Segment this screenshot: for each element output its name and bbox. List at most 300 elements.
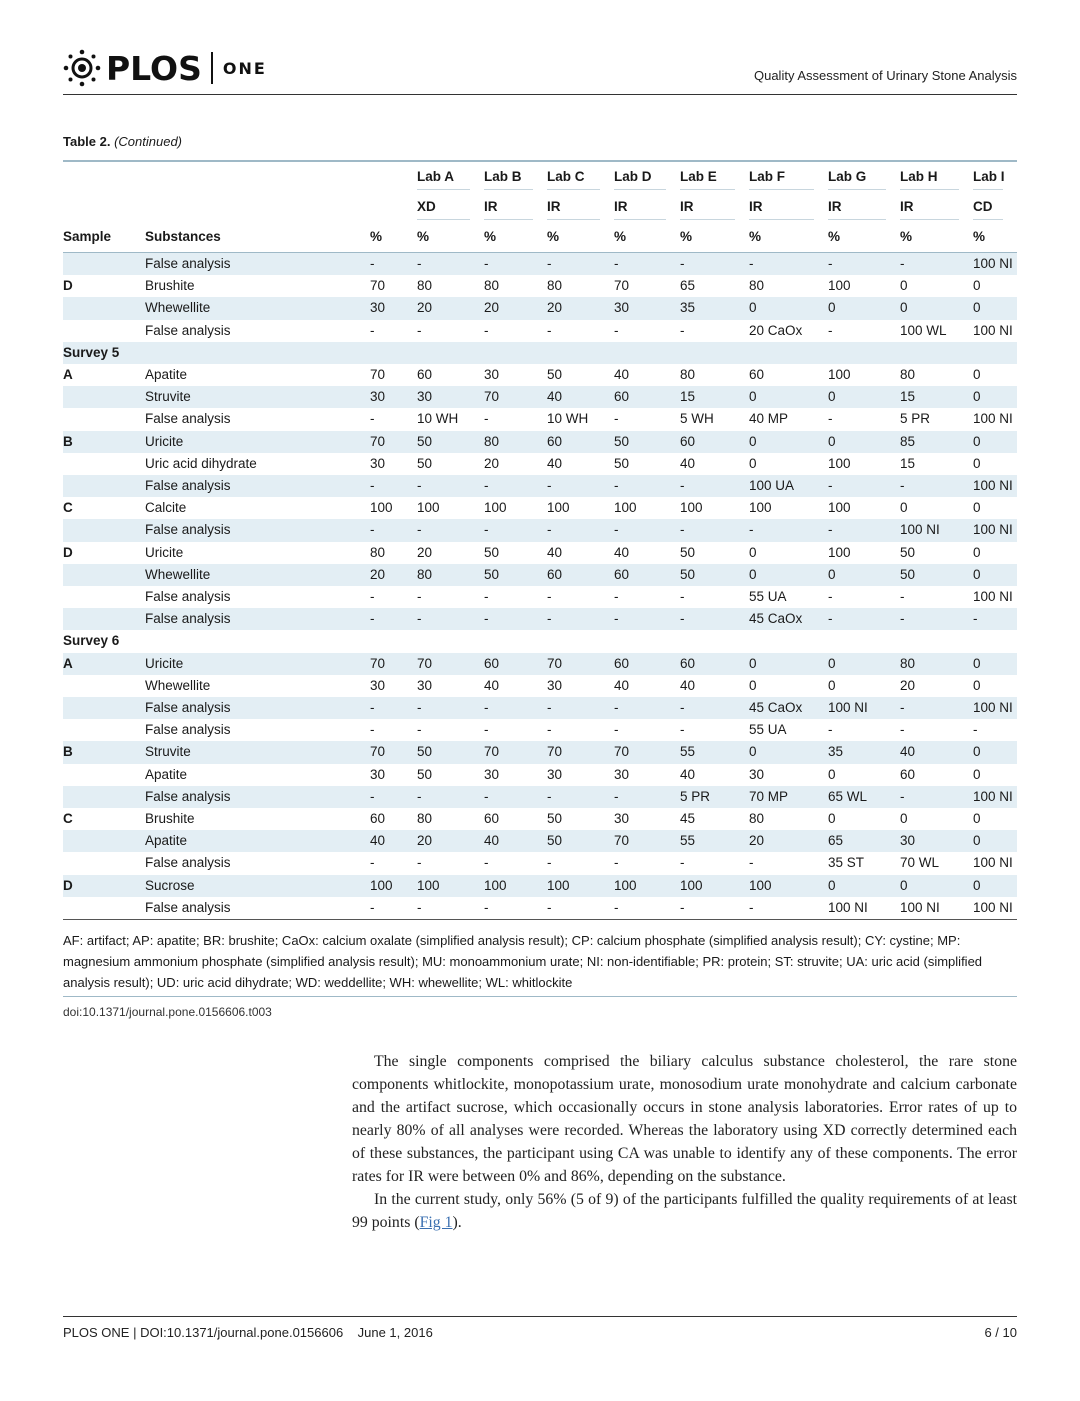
table-row <box>63 431 1017 453</box>
value-cell: 0 <box>828 431 900 453</box>
value-cell: 80 <box>417 275 484 297</box>
value-cell: 100 <box>614 875 680 897</box>
value-cell: - <box>484 320 547 342</box>
footer-citation: PLOS ONE | DOI:10.1371/journal.pone.0156606 June 1, 2016 <box>63 1325 433 1340</box>
value-cell: - <box>370 519 417 541</box>
value-cell: 70 <box>614 275 680 297</box>
value-cell <box>973 342 1017 364</box>
value-cell <box>900 630 973 652</box>
sample-cell: B <box>63 741 145 763</box>
header-rule <box>63 94 1017 95</box>
value-cell: 20 <box>370 564 417 586</box>
value-cell: 20 <box>547 297 614 319</box>
value-cell: 100 NI <box>973 408 1017 430</box>
substance-cell <box>145 630 370 652</box>
table-row <box>63 497 1017 519</box>
table-caption <box>63 134 182 149</box>
value-cell: 70 WL <box>900 852 973 874</box>
value-cell: 40 <box>547 542 614 564</box>
value-cell: 30 <box>614 297 680 319</box>
table-row <box>63 586 1017 608</box>
value-cell: 100 NI <box>973 519 1017 541</box>
value-cell: - <box>614 320 680 342</box>
value-cell: 70 <box>547 741 614 763</box>
table-row <box>63 830 1017 852</box>
value-cell: 70 <box>370 364 417 386</box>
value-cell: 0 <box>973 275 1017 297</box>
value-cell: 50 <box>900 564 973 586</box>
method-header: IR <box>614 195 666 220</box>
value-cell: - <box>680 253 749 276</box>
value-cell: - <box>614 608 680 630</box>
paragraph-text: ). <box>452 1214 462 1231</box>
value-cell: - <box>749 852 828 874</box>
value-cell: 5 PR <box>680 786 749 808</box>
value-cell: - <box>484 897 547 919</box>
value-cell: 30 <box>370 764 417 786</box>
value-cell: - <box>680 519 749 541</box>
value-cell: 15 <box>900 386 973 408</box>
table-row <box>63 386 1017 408</box>
value-cell: - <box>828 475 900 497</box>
value-cell: 40 <box>614 542 680 564</box>
value-cell: 50 <box>900 542 973 564</box>
value-cell: 35 ST <box>828 852 900 874</box>
value-cell: - <box>614 586 680 608</box>
value-cell <box>417 342 484 364</box>
value-cell: - <box>370 253 417 276</box>
value-cell: 0 <box>828 386 900 408</box>
value-cell: 30 <box>370 386 417 408</box>
value-cell: 100 <box>547 875 614 897</box>
value-cell: 0 <box>973 675 1017 697</box>
value-cell: 40 <box>680 453 749 475</box>
sample-cell <box>63 564 145 586</box>
value-cell: 80 <box>749 275 828 297</box>
value-cell: 50 <box>417 453 484 475</box>
value-cell: - <box>547 786 614 808</box>
sample-cell <box>63 764 145 786</box>
plos-one-logo <box>62 48 267 88</box>
table-row <box>63 608 1017 630</box>
value-cell <box>828 342 900 364</box>
percent-header: % <box>484 222 547 253</box>
logo-suffix: ONE <box>222 58 267 78</box>
value-cell: - <box>828 608 900 630</box>
data-table <box>63 162 1017 919</box>
value-cell: 80 <box>417 564 484 586</box>
value-cell: - <box>547 586 614 608</box>
substance-cell: False analysis <box>145 786 370 808</box>
table-row <box>63 564 1017 586</box>
value-cell: 100 NI <box>973 253 1017 276</box>
paragraph-text: In the current study, only 56% (5 of 9) of the participants fulfilled the quality requirements of at least 99 points ( <box>352 1191 1017 1231</box>
footer-rule <box>63 1316 1017 1317</box>
sample-cell: Survey 5 <box>63 342 145 364</box>
sample-cell <box>63 675 145 697</box>
value-cell: - <box>680 852 749 874</box>
value-cell: - <box>547 608 614 630</box>
table-footnote: AF: artifact; AP: apatite; BR: brushite; CaOx: calcium oxalate (simplified analysis result); CP: calcium phosphate (simplified analysis result); CY: cystine; MP: magnesium ammonium phosphate (simplified analysis result); MU: monoammonium urate; NI: non-identifiable; PR: protein; ST: struvite; UA: uric acid (simplified analysis result); UD: uric acid dihydrate; WD: weddellite; WH: whewellite; WL: whitlockite <box>63 933 983 990</box>
percent-header: % <box>547 222 614 253</box>
value-cell: - <box>417 475 484 497</box>
value-cell: 0 <box>828 564 900 586</box>
value-cell: 0 <box>973 764 1017 786</box>
sample-cell <box>63 253 145 276</box>
value-cell: - <box>484 475 547 497</box>
data-table-wrapper <box>63 160 1017 920</box>
value-cell: 100 <box>828 275 900 297</box>
value-cell: - <box>484 697 547 719</box>
value-cell: - <box>680 475 749 497</box>
method-header: XD <box>417 195 470 220</box>
value-cell: - <box>417 253 484 276</box>
value-cell: 0 <box>973 808 1017 830</box>
table-continued: (Continued) <box>114 134 183 149</box>
percent-header: % <box>614 222 680 253</box>
value-cell: 0 <box>973 297 1017 319</box>
value-cell: - <box>417 608 484 630</box>
table-row <box>63 320 1017 342</box>
value-cell: - <box>484 852 547 874</box>
value-cell: - <box>370 719 417 741</box>
substance-cell: Whewellite <box>145 564 370 586</box>
percent-header: % <box>973 222 1017 253</box>
value-cell: 60 <box>749 364 828 386</box>
value-cell: 40 <box>900 741 973 763</box>
value-cell: - <box>417 320 484 342</box>
value-cell: 70 <box>614 741 680 763</box>
percent-header: % <box>749 222 828 253</box>
sample-cell: C <box>63 808 145 830</box>
value-cell: 35 <box>680 297 749 319</box>
value-cell: - <box>828 586 900 608</box>
value-cell: 50 <box>417 431 484 453</box>
method-header: IR <box>828 195 886 220</box>
lab-header: Lab E <box>680 165 735 190</box>
value-cell: 30 <box>370 675 417 697</box>
logo-text: PLOS <box>106 48 202 88</box>
value-cell: - <box>370 786 417 808</box>
value-cell: 0 <box>973 386 1017 408</box>
table-row <box>63 675 1017 697</box>
value-cell: - <box>973 719 1017 741</box>
sample-cell <box>63 697 145 719</box>
header-row-columns <box>63 222 1017 253</box>
value-cell: 20 <box>900 675 973 697</box>
value-cell: 0 <box>973 875 1017 897</box>
value-cell: - <box>614 719 680 741</box>
value-cell: - <box>614 852 680 874</box>
sample-cell <box>63 586 145 608</box>
value-cell: 100 <box>370 497 417 519</box>
value-cell: - <box>900 475 973 497</box>
value-cell <box>680 630 749 652</box>
value-cell: 20 <box>417 297 484 319</box>
value-cell: - <box>417 897 484 919</box>
table-doi: doi:10.1371/journal.pone.0156606.t003 <box>63 1005 272 1019</box>
value-cell: 100 <box>828 542 900 564</box>
value-cell: - <box>828 320 900 342</box>
value-cell: 100 <box>484 497 547 519</box>
value-cell: 55 UA <box>749 719 828 741</box>
value-cell: 60 <box>900 764 973 786</box>
page-number: 6 / 10 <box>984 1325 1017 1340</box>
value-cell <box>614 630 680 652</box>
logo-separator <box>211 52 213 84</box>
sample-cell <box>63 830 145 852</box>
value-cell: - <box>417 586 484 608</box>
value-cell: 100 <box>828 364 900 386</box>
value-cell: 65 WL <box>828 786 900 808</box>
value-cell: 70 <box>370 741 417 763</box>
value-cell: 60 <box>370 808 417 830</box>
value-cell: 0 <box>973 364 1017 386</box>
table-row <box>63 475 1017 497</box>
value-cell: - <box>828 253 900 276</box>
value-cell <box>370 630 417 652</box>
value-cell: 30 <box>484 764 547 786</box>
value-cell: 55 <box>680 830 749 852</box>
value-cell: 80 <box>484 431 547 453</box>
substance-cell: Brushite <box>145 808 370 830</box>
table-row <box>63 630 1017 652</box>
value-cell <box>484 342 547 364</box>
value-cell: 50 <box>680 542 749 564</box>
value-cell: - <box>614 519 680 541</box>
value-cell: - <box>370 897 417 919</box>
value-cell: - <box>614 475 680 497</box>
value-cell: 55 UA <box>749 586 828 608</box>
value-cell: 40 <box>484 830 547 852</box>
value-cell: 100 <box>614 497 680 519</box>
substance-cell: False analysis <box>145 253 370 276</box>
value-cell: 0 <box>749 564 828 586</box>
value-cell: 0 <box>973 542 1017 564</box>
value-cell: 70 <box>370 653 417 675</box>
value-cell: 35 <box>828 741 900 763</box>
value-cell: 40 <box>614 364 680 386</box>
paragraph <box>352 1188 1017 1234</box>
value-cell: 0 <box>749 542 828 564</box>
substance-cell: Uricite <box>145 653 370 675</box>
value-cell: 40 <box>370 830 417 852</box>
value-cell: 60 <box>547 564 614 586</box>
value-cell: 20 <box>417 830 484 852</box>
table-row <box>63 653 1017 675</box>
value-cell: - <box>370 852 417 874</box>
lab-header: Lab H <box>900 165 959 190</box>
value-cell: 100 NI <box>973 475 1017 497</box>
method-header: IR <box>484 195 533 220</box>
value-cell: 50 <box>614 431 680 453</box>
value-cell: - <box>680 320 749 342</box>
value-cell: 100 NI <box>973 697 1017 719</box>
value-cell: - <box>900 586 973 608</box>
value-cell: 0 <box>828 675 900 697</box>
paragraph: The single components comprised the biliary calculus substance cholesterol, the rare stone components whitlockite, monopotassium urate, monosodium urate monohydrate and calcium carbonate and the artifact sucrose, which occasionally occurs in stone analysis laboratories. Error rates of up to nearly 80% of all analyses were recorded. Whereas the laboratory using XD correctly determined each of these substances, the participant using CA was unable to identify any of these components. The error rates for IR were between 0% and 86%, depending on the substance. <box>352 1053 1017 1185</box>
sample-cell <box>63 786 145 808</box>
value-cell: 0 <box>973 431 1017 453</box>
sample-cell: A <box>63 364 145 386</box>
body-text <box>352 1050 1017 1234</box>
percent-header: % <box>828 222 900 253</box>
value-cell: 0 <box>749 675 828 697</box>
value-cell: - <box>547 320 614 342</box>
value-cell: 40 <box>547 453 614 475</box>
substances-header: Substances <box>145 222 370 253</box>
value-cell: 30 <box>614 764 680 786</box>
value-cell: - <box>680 608 749 630</box>
value-cell: - <box>417 697 484 719</box>
value-cell: 0 <box>900 497 973 519</box>
lab-header: Lab I <box>973 165 1003 190</box>
value-cell: 100 <box>828 453 900 475</box>
value-cell: - <box>417 519 484 541</box>
value-cell <box>370 342 417 364</box>
value-cell: 55 <box>680 741 749 763</box>
value-cell: 45 CaOx <box>749 697 828 719</box>
value-cell: 0 <box>828 764 900 786</box>
value-cell: 45 CaOx <box>749 608 828 630</box>
value-cell: 5 PR <box>900 408 973 430</box>
value-cell: 30 <box>417 386 484 408</box>
value-cell: 0 <box>828 653 900 675</box>
sample-cell: Survey 6 <box>63 630 145 652</box>
value-cell: 20 <box>417 542 484 564</box>
value-cell: 0 <box>749 453 828 475</box>
value-cell: 0 <box>749 386 828 408</box>
value-cell: - <box>680 897 749 919</box>
value-cell: 0 <box>973 564 1017 586</box>
value-cell: 80 <box>484 275 547 297</box>
value-cell: - <box>417 852 484 874</box>
value-cell: - <box>749 253 828 276</box>
value-cell: - <box>614 697 680 719</box>
value-cell: 0 <box>749 653 828 675</box>
value-cell: 100 <box>749 497 828 519</box>
value-cell: 0 <box>973 741 1017 763</box>
value-cell: 30 <box>484 364 547 386</box>
value-cell: - <box>547 519 614 541</box>
header-row-labs <box>63 162 1017 192</box>
value-cell: 80 <box>900 364 973 386</box>
value-cell: 80 <box>900 653 973 675</box>
table-row <box>63 342 1017 364</box>
value-cell: 50 <box>547 808 614 830</box>
value-cell: 50 <box>547 830 614 852</box>
value-cell: 60 <box>614 564 680 586</box>
value-cell: 50 <box>484 564 547 586</box>
value-cell: 100 NI <box>900 897 973 919</box>
value-cell: 100 NI <box>828 697 900 719</box>
value-cell: - <box>484 586 547 608</box>
value-cell: 100 NI <box>828 897 900 919</box>
value-cell: 30 <box>370 297 417 319</box>
sample-cell <box>63 475 145 497</box>
value-cell: 0 <box>749 741 828 763</box>
sample-cell <box>63 386 145 408</box>
value-cell: - <box>370 697 417 719</box>
value-cell: 70 <box>370 275 417 297</box>
value-cell: 100 UA <box>749 475 828 497</box>
value-cell: 60 <box>417 364 484 386</box>
value-cell: - <box>828 719 900 741</box>
value-cell: - <box>547 697 614 719</box>
header-row-methods <box>63 192 1017 222</box>
substance-cell: Struvite <box>145 741 370 763</box>
lab-header: Lab C <box>547 165 600 190</box>
value-cell: 100 <box>547 497 614 519</box>
table-bottom-rule <box>63 919 1017 920</box>
value-cell: 60 <box>614 386 680 408</box>
value-cell: 100 <box>417 875 484 897</box>
value-cell: 65 <box>680 275 749 297</box>
value-cell <box>749 342 828 364</box>
value-cell: - <box>614 897 680 919</box>
footnote-rule <box>63 996 1017 997</box>
method-header: CD <box>973 195 1003 220</box>
value-cell: - <box>749 519 828 541</box>
percent-header: % <box>680 222 749 253</box>
value-cell: - <box>900 719 973 741</box>
value-cell: 70 <box>370 431 417 453</box>
value-cell: - <box>614 253 680 276</box>
value-cell: - <box>370 320 417 342</box>
sample-cell <box>63 519 145 541</box>
substance-cell: Uricite <box>145 542 370 564</box>
substance-cell <box>145 342 370 364</box>
value-cell: - <box>900 786 973 808</box>
value-cell: 80 <box>749 808 828 830</box>
value-cell: - <box>547 852 614 874</box>
table-row <box>63 764 1017 786</box>
value-cell: 50 <box>417 741 484 763</box>
substance-cell: False analysis <box>145 475 370 497</box>
table-row <box>63 741 1017 763</box>
figure-link[interactable]: Fig 1 <box>419 1214 453 1231</box>
value-cell: 20 <box>484 453 547 475</box>
value-cell: 20 CaOx <box>749 320 828 342</box>
table-row <box>63 897 1017 919</box>
substance-cell: Uricite <box>145 431 370 453</box>
value-cell: 30 <box>900 830 973 852</box>
value-cell: - <box>484 719 547 741</box>
table-row <box>63 542 1017 564</box>
value-cell: - <box>417 719 484 741</box>
table-row <box>63 519 1017 541</box>
value-cell: 60 <box>614 653 680 675</box>
value-cell: 30 <box>749 764 828 786</box>
substance-cell: False analysis <box>145 320 370 342</box>
sample-cell <box>63 897 145 919</box>
substance-cell: Struvite <box>145 386 370 408</box>
value-cell: 100 NI <box>973 586 1017 608</box>
value-cell: 30 <box>547 764 614 786</box>
value-cell: 15 <box>680 386 749 408</box>
value-cell: 100 NI <box>973 852 1017 874</box>
value-cell: 100 <box>370 875 417 897</box>
value-cell: - <box>900 697 973 719</box>
table-row <box>63 297 1017 319</box>
value-cell <box>547 342 614 364</box>
value-cell <box>828 630 900 652</box>
value-cell: - <box>680 586 749 608</box>
value-cell: 0 <box>900 297 973 319</box>
sample-cell <box>63 297 145 319</box>
value-cell: 0 <box>900 275 973 297</box>
value-cell: 50 <box>417 764 484 786</box>
